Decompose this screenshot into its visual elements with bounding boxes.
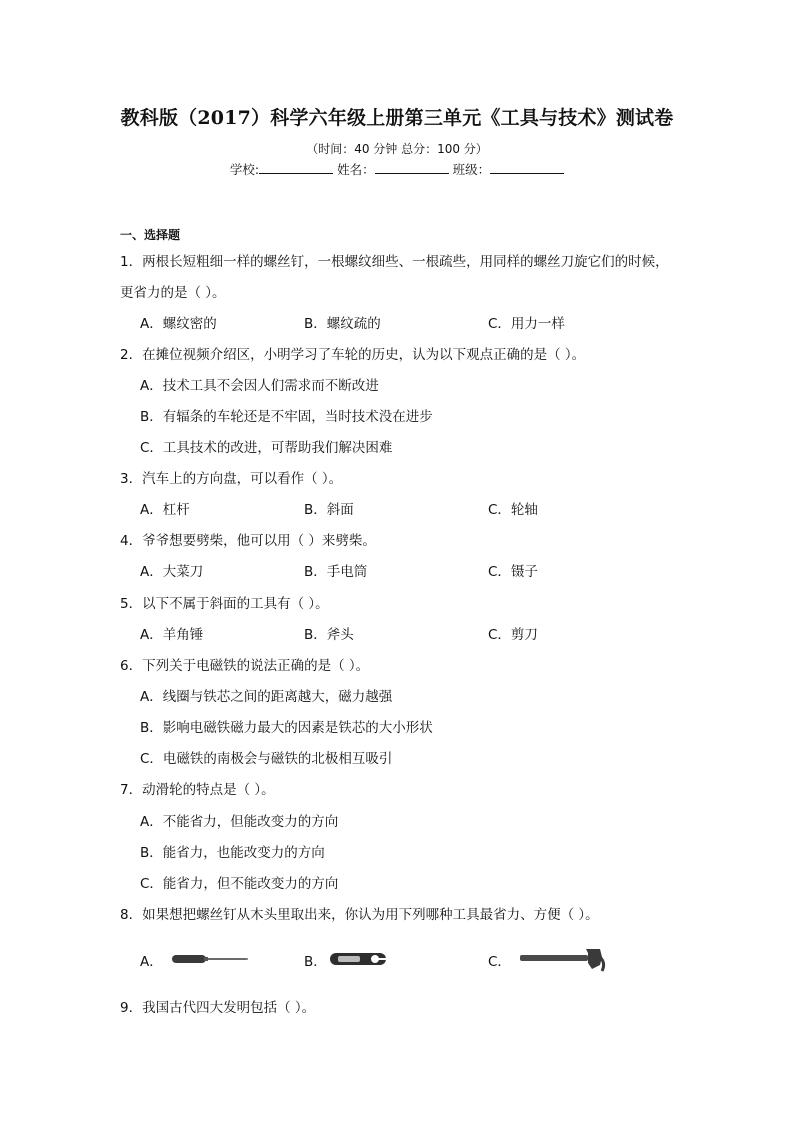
- q2-option-b[interactable]: B．有辐条的车轮还是不牢固，当时技术没在进步: [140, 409, 433, 425]
- q3-option-b[interactable]: B．斜面: [304, 502, 354, 518]
- school-label: 学校:: [229, 162, 260, 177]
- q6-option-a[interactable]: A．线圈与铁芯之间的距离越大，磁力越强: [140, 689, 393, 705]
- q2-option-a[interactable]: A．技术工具不会因人们需求而不断改进: [140, 378, 379, 394]
- bottle-opener-icon: [328, 949, 390, 969]
- q4-option-c[interactable]: C．镊子: [488, 564, 538, 580]
- question-9: 9．我国古代四大发明包括（ ）。: [120, 1000, 316, 1016]
- q5-option-a[interactable]: A．羊角锤: [140, 627, 204, 643]
- question-7: 7．动滑轮的特点是（ ）。: [120, 782, 275, 798]
- claw-hammer-icon: [516, 943, 608, 973]
- question-8: 8．如果想把螺丝钉从木头里取出来，你认为用下列哪种工具最省力、方便（ ）。: [120, 907, 599, 923]
- q3-option-c[interactable]: C．轮轴: [488, 502, 538, 518]
- q7-option-a[interactable]: A．不能省力，但能改变力的方向: [140, 814, 339, 830]
- info-line: [0, 160, 794, 178]
- question-1: 1．两根长短粗细一样的螺丝钉，一根螺纹细些、一根疏些，用同样的螺丝刀旋它们的时候，: [120, 254, 669, 270]
- q4-option-b[interactable]: B．手电筒: [304, 564, 368, 580]
- q8-option-c[interactable]: C．: [488, 954, 511, 970]
- exam-subtitle: （时间：40 分钟 总分：100 分）: [306, 142, 488, 156]
- name-field[interactable]: [375, 161, 449, 174]
- q7-option-c[interactable]: C．能省力，但不能改变力的方向: [140, 876, 339, 892]
- section-title: 一、选择题: [120, 228, 181, 242]
- q6-option-b[interactable]: B．影响电磁铁磁力最大的因素是铁芯的大小形状: [140, 720, 433, 736]
- school-field[interactable]: [259, 161, 333, 174]
- class-field[interactable]: [490, 161, 564, 174]
- q5-option-b[interactable]: B．斧头: [304, 627, 354, 643]
- q4-option-a[interactable]: A．大菜刀: [140, 564, 204, 580]
- q8-option-a[interactable]: A．: [140, 954, 163, 970]
- q1-option-a[interactable]: A．螺纹密的: [140, 316, 217, 332]
- page-title: 教科版（2017）科学六年级上册第三单元《工具与技术》测试卷: [120, 107, 674, 129]
- class-label: 班级：: [452, 162, 491, 177]
- question-2: 2．在摊位视频介绍区，小明学习了车轮的历史，认为以下观点正确的是（ ）。: [120, 347, 586, 363]
- q2-option-c[interactable]: C．工具技术的改进，可帮助我们解决困难: [140, 440, 393, 456]
- question-6: 6．下列关于电磁铁的说法正确的是（ ）。: [120, 658, 370, 674]
- q7-option-b[interactable]: B．能省力，也能改变力的方向: [140, 845, 325, 861]
- question-3: 3．汽车上的方向盘，可以看作（ ）。: [120, 471, 343, 487]
- screwdriver-icon: [170, 952, 250, 966]
- q3-option-a[interactable]: A．杠杆: [140, 502, 190, 518]
- name-label: 姓名：: [337, 162, 375, 177]
- q1-option-c[interactable]: C．用力一样: [488, 316, 565, 332]
- question-4: 4．爷爷想要劈柴，他可以用（ ）来劈柴。: [120, 533, 376, 549]
- question-5: 5．以下不属于斜面的工具有（ ）。: [120, 596, 329, 612]
- q8-option-b[interactable]: B．: [304, 954, 327, 970]
- q1-option-b[interactable]: B．螺纹疏的: [304, 316, 381, 332]
- q5-option-c[interactable]: C．剪刀: [488, 627, 538, 643]
- question-1-cont: 更省力的是（ ）。: [120, 285, 226, 301]
- q6-option-c[interactable]: C．电磁铁的南极会与磁铁的北极相互吸引: [140, 751, 393, 767]
